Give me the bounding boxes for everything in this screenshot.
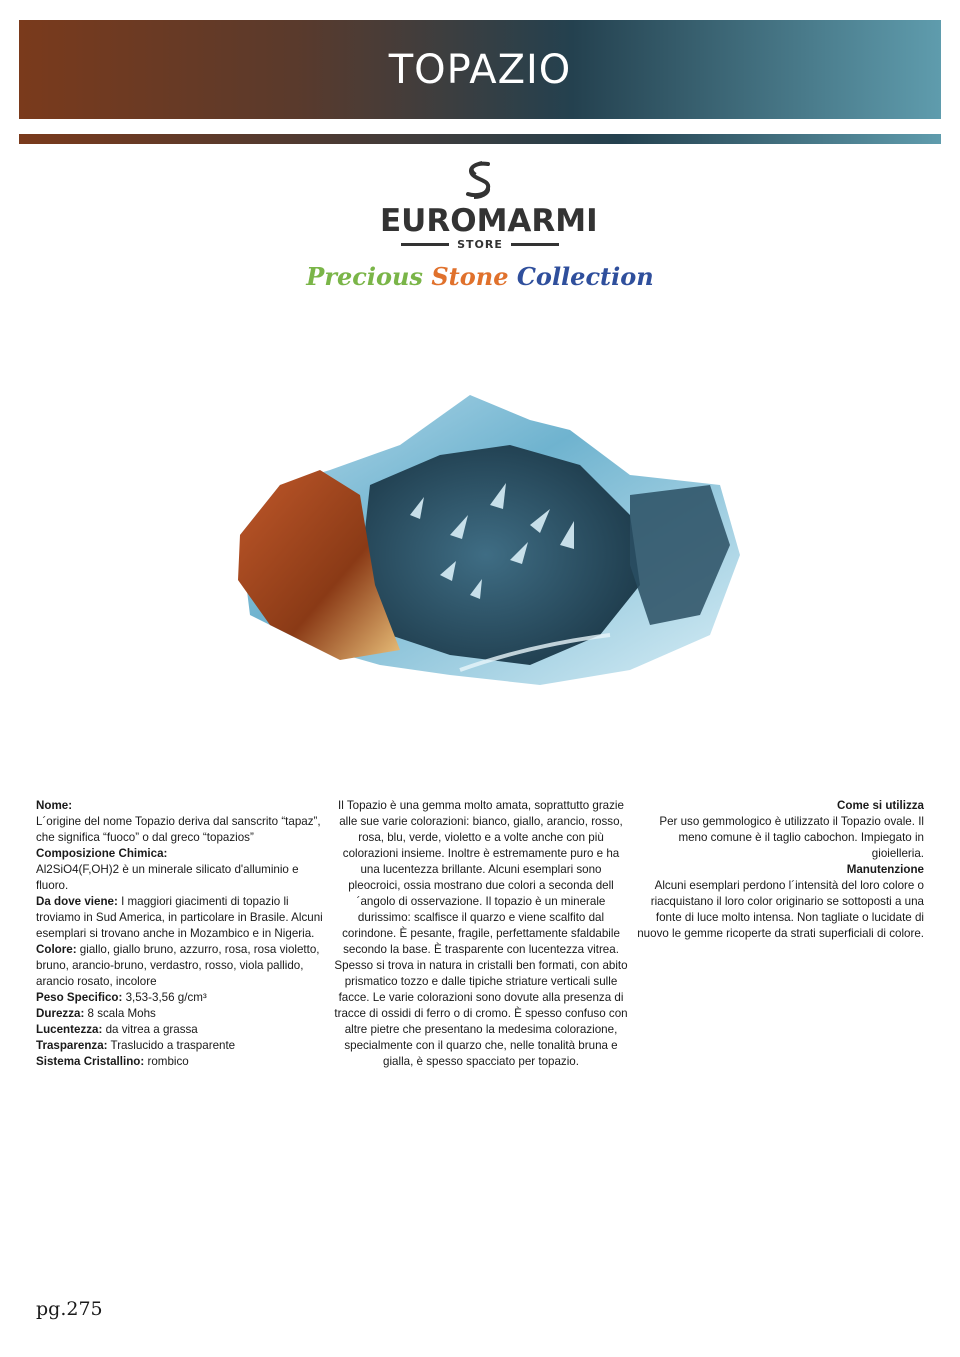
- nome-label: Nome:: [36, 799, 73, 812]
- peso-label: Peso Specifico:: [36, 991, 123, 1004]
- manutenzione-text: Alcuni esemplari perdono l´intensità del loro colore o riacquistano il loro color originario se sottoposti a una fonte di luce molto intensa. Non tagliate o lucidate di nuovo le gemme ricoperte da strati superficiali di colore.: [637, 879, 924, 940]
- page-title: TOPAZIO: [388, 46, 572, 93]
- logo-store-line: [380, 238, 580, 251]
- page-number: pg.275: [36, 1298, 103, 1320]
- colore-paragraph: [36, 942, 326, 990]
- properties-column: [36, 798, 326, 1070]
- description-text: Il Topazio è una gemma molto amata, soprattutto grazie alle sue varie colorazioni: bianco, giallo, arancio, rosso, rosa, blu, verde, violetto e a volte anche con più colorazioni insieme. Inoltre è estremamente puro e ha una lucentezza brillante. Alcuni esemplari sono pleocroici, ossia mostrano due colori a seconda dell´angolo di osservazione. Il topazio è un minerale durissimo: scalfisce il quarzo e viene scalfito dal corindone. È pesante, fragile, perfettamente sfaldabile secondo la base. È trasparente con lucentezza vitrea. Spesso si trova in natura in cristalli ben formati, con abito prismatico tozzo e dalle tipiche striature verticali sulle facce. Le varie colorazioni sono dovute alla presenza di tracce di ossidi di ferro o di cromo. È spesso confuso con altre pietre che presentano la medesima colorazione, specialmente con il quarzo che, nelle tonalità bruna e gialla, è spesso spacciato per topazio.: [334, 799, 628, 1068]
- lucentezza-label: Lucentezza:: [36, 1023, 103, 1036]
- s-logo-icon: [458, 160, 502, 200]
- nome-text: L´origine del nome Topazio deriva dal sanscrito “tapaz”, che significa “fuoco” o dal greco “topazios”: [36, 815, 321, 844]
- durezza-paragraph: [36, 1006, 326, 1022]
- description-column: [333, 798, 629, 1070]
- euromarmi-logo: [380, 160, 598, 251]
- tagline-word-stone: Stone: [431, 262, 509, 291]
- colore-text: giallo, giallo bruno, azzurro, rosa, rosa violetto, bruno, arancio-bruno, verdastro, rosso, viola pallido, arancio rosato, incolore: [36, 943, 320, 988]
- lucentezza-paragraph: [36, 1022, 326, 1038]
- collection-tagline: [300, 262, 660, 291]
- logo-bar-left: [401, 243, 449, 246]
- logo-brand: EUROMARMI: [380, 203, 598, 239]
- logo-bar-right: [511, 243, 559, 246]
- title-banner: [19, 20, 941, 119]
- sistema-paragraph: [36, 1054, 326, 1070]
- provenienza-paragraph: [36, 894, 326, 942]
- composizione-text: Al2SiO4(F,OH)2 è un minerale silicato d'alluminio e fluoro.: [36, 863, 299, 892]
- manutenzione-label: Manutenzione: [846, 863, 924, 876]
- header-divider: [19, 134, 941, 144]
- peso-text: 3,53-3,56 g/cm³: [122, 991, 207, 1004]
- uso-text: Per uso gemmologico è utilizzato il Topazio ovale. Il meno comune è il taglio cabochon. Impiegato in gioielleria.: [659, 815, 924, 860]
- durezza-text: 8 scala Mohs: [84, 1007, 156, 1020]
- provenienza-text: I maggiori giacimenti di topazio li troviamo in Sud America, in particolare in Brasile. Alcuni esemplari si trovano anche in Mozambico e in Nigeria.: [36, 895, 323, 940]
- trasparenza-text: Traslucido a trasparente: [107, 1039, 236, 1052]
- trasparenza-label: Trasparenza:: [36, 1039, 108, 1052]
- lucentezza-text: da vitrea a grassa: [102, 1023, 198, 1036]
- peso-paragraph: [36, 990, 326, 1006]
- colore-label: Colore:: [36, 943, 77, 956]
- topaz-stone-image: [210, 385, 750, 695]
- tagline-word-collection: Collection: [516, 262, 654, 291]
- composizione-label: Composizione Chimica:: [36, 847, 168, 860]
- logo-store-text: STORE: [457, 238, 503, 251]
- provenienza-label: Da dove viene:: [36, 895, 118, 908]
- sistema-text: rombico: [144, 1055, 189, 1068]
- tagline-word-precious: Precious: [306, 262, 423, 291]
- durezza-label: Durezza:: [36, 1007, 85, 1020]
- uso-label: Come si utilizza: [837, 799, 924, 812]
- usage-column: [636, 798, 924, 942]
- sistema-label: Sistema Cristallino:: [36, 1055, 145, 1068]
- trasparenza-paragraph: [36, 1038, 326, 1054]
